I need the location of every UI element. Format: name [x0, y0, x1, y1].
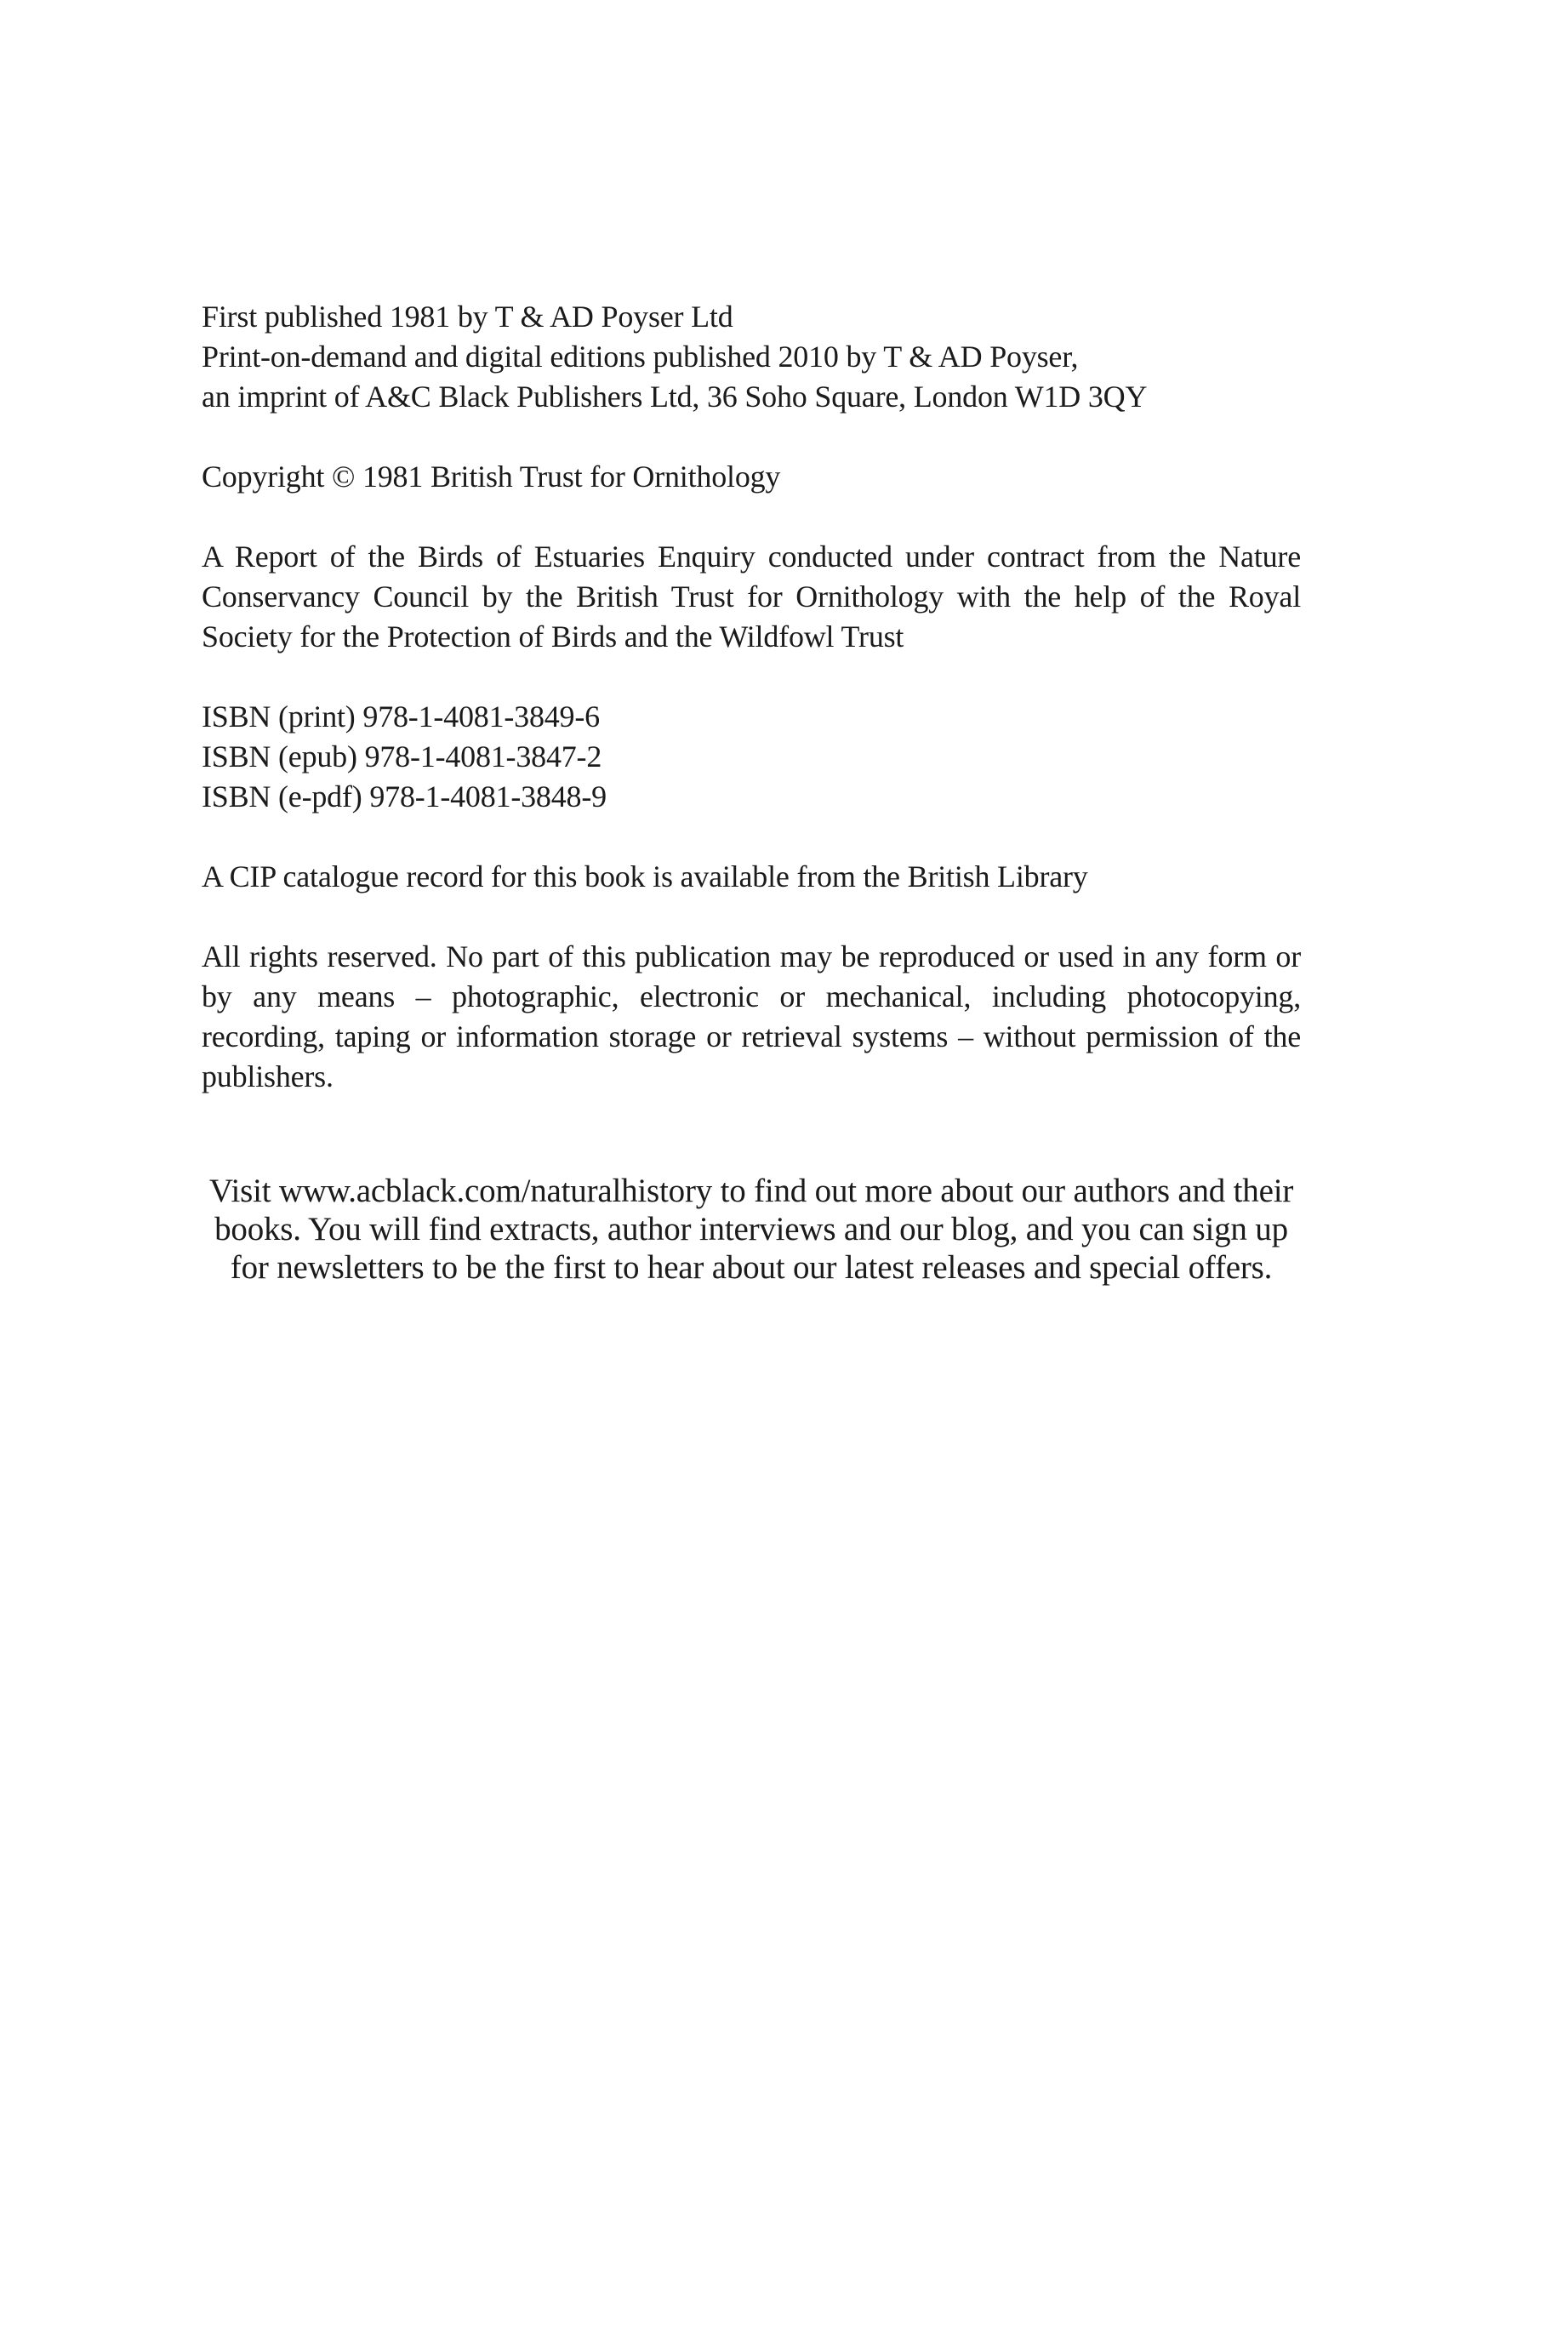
isbn-epub-line: ISBN (epub) 978-1-4081-3847-2	[202, 739, 602, 774]
cip-note-line: A CIP catalogue record for this book is available from the British Library	[202, 859, 1088, 893]
cip-note-block	[202, 857, 1301, 897]
imprint-block	[202, 297, 1301, 417]
promo-note-block	[202, 1172, 1301, 1287]
isbn-epdf-line: ISBN (e-pdf) 978-1-4081-3848-9	[202, 779, 607, 813]
imprint-line-print-on-demand: Print-on-demand and digital editions published 2010 by T & AD Poyser,	[202, 340, 1079, 374]
report-note-paragraph: A Report of the Birds of Estuaries Enquiry conducted under contract from the Nature Conservancy Council by the British Trust for Ornithology with the help of the Royal Society for the Protection of Birds and the Wildfowl Trust	[202, 539, 1301, 654]
copyright-line: Copyright © 1981 British Trust for Ornithology	[202, 460, 781, 494]
rights-note-paragraph: All rights reserved. No part of this publication may be reproduced or used in any form or by any means – photographic, electronic or mechanical, including photocopying, recording, taping or information storage or retrieval systems – without permission of the publishers.	[202, 939, 1301, 1093]
rights-note-block	[202, 937, 1301, 1097]
copyright-block	[202, 457, 1301, 497]
imprint-line-first-published: First published 1981 by T & AD Poyser Ltd	[202, 300, 733, 334]
imprint-line-publisher-address: an imprint of A&C Black Publishers Ltd, 36 Soho Square, London W1D 3QY	[202, 380, 1148, 414]
report-note-block	[202, 537, 1301, 657]
isbn-block	[202, 697, 1301, 817]
copyright-page-text-column	[202, 297, 1301, 1327]
isbn-print-line: ISBN (print) 978-1-4081-3849-6	[202, 699, 600, 734]
promo-note-paragraph: Visit www.acblack.com/naturalhistory to find out more about our authors and their books. You will find extracts, author interviews and our blog, and you can sign up for newsletters to be the first to hear about our latest releases and special offers.	[208, 1173, 1294, 1286]
